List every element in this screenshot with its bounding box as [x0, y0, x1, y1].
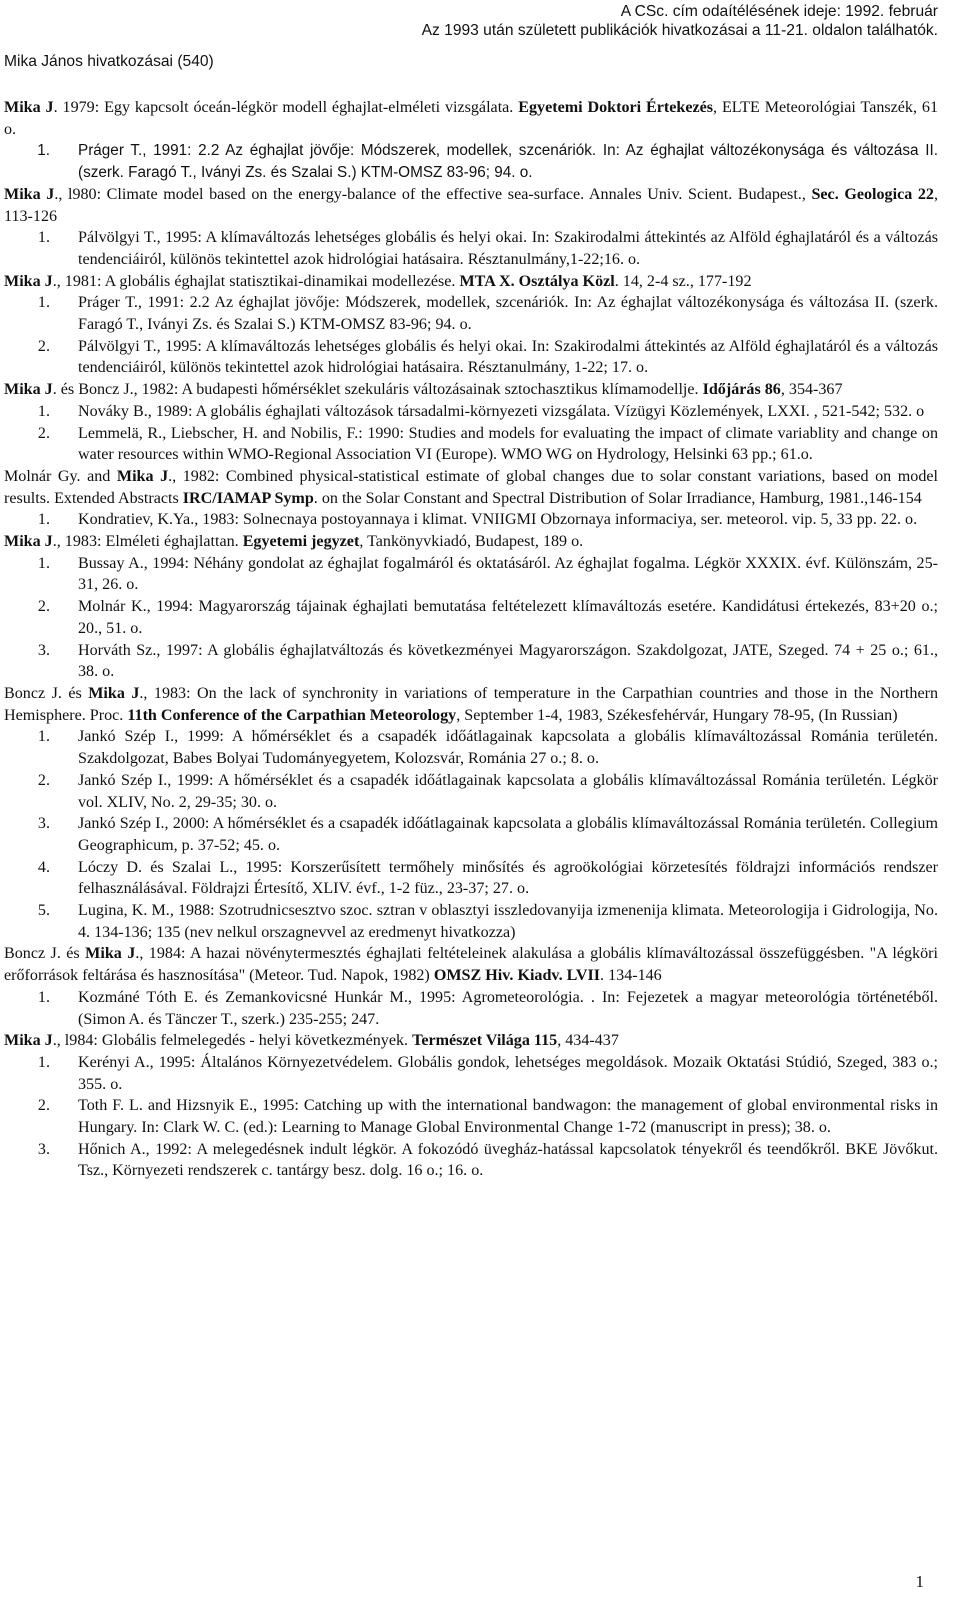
citation-item — [4, 140, 938, 183]
citation-text: Lugina, K. M., 1988: Szotrudnicsesztvo szoc. sztran v oblasztyi isszledovanyija izmenenija klimata. Meteorologija i Gidrologija, No. 4. 134-136; 135 (nev nelkul orszagnevvel az eredmenyt hivatkozza) — [78, 902, 938, 941]
reference-segment: Boncz J. és — [4, 684, 89, 702]
reference-segment: ., l984: Globális felmelegedés - helyi következmények. — [52, 1032, 413, 1050]
reference-segment: . és Boncz J., 1982: A budapesti hőmérséklet szekuláris változásainak sztochasztikus klímamodellje. — [52, 381, 703, 399]
header-note: Az 1993 után született publikációk hivatkozásai a 11-21. oldalon találhatók. — [421, 22, 938, 39]
reference-bold-segment: Mika J — [4, 1032, 53, 1050]
citation-number: 1. — [37, 728, 50, 746]
citation-item — [4, 987, 938, 1030]
citation-item — [4, 509, 938, 531]
citation-text: Kozmáné Tóth E. és Zemankovicsné Hunkár M., 1995: Agrometeorológia. . In: Fejezetek a magyar meteorológia történetéből. (Simon A. és Tänczer T., szerk.) 235-255; 247. — [78, 988, 938, 1028]
publication-entry — [4, 184, 938, 271]
publication-entry — [4, 1030, 938, 1182]
publication-list — [4, 97, 938, 1182]
header-award-date: A CSc. cím odaítélésének ideje: 1992. február — [620, 3, 938, 20]
reference-segment: Boncz J. és — [4, 945, 86, 963]
reference-segment: . 134-146 — [600, 967, 662, 985]
reference-segment: ., 1983: On the lack of synchronity in variations of temperature in the Carpathian countries and those in the Northern Hemisphere. Proc. — [4, 684, 939, 724]
citation-number: 2. — [37, 1097, 50, 1115]
citation-item — [4, 553, 938, 596]
reference-segment: . 14, 2-4 sz., 177-192 — [614, 272, 752, 290]
citation-item — [4, 813, 938, 856]
citation-text: Nováky B., 1989: A globális éghajlati változások társadalmi-környezeti vizsgálata. Vízügyi Közlemények, LXXI. , 521-542; 532. o — [78, 402, 925, 420]
citation-text: Lemmelä, R., Liebscher, H. and Nobilis, F.: 1990: Studies and models for evaluating the impact of climate variablity and change on water resources within WMO-Regional Association VI (Europe). WMO WG on Hydrology, Helsinki 63 pp.; 61.o. — [78, 424, 938, 464]
citation-text: Práger T., 1991: 2.2 Az éghajlat jövője: Módszerek, modellek, szcenáriók. In: Az éghajlat változékonysága és változása II. (szerk. Faragó T., Iványi Zs. és Szalai S.) KTM-OMSZ 83-96; 94. o. — [78, 294, 938, 334]
reference-bold-segment: Mika J — [116, 467, 169, 485]
reference-segment: Molnár Gy. and — [4, 467, 117, 485]
citation-number: 1. — [37, 511, 50, 529]
citation-text: Lóczy D. és Szalai L., 1995: Korszerűsített termőhely minősítés és agroökológiai körzetesítés földrajzi információs rendszer felhasználásával. Földrajzi Értesítő, XLIV. évf., 1-2 füz., 23-37; 27. o. — [78, 858, 938, 898]
publication-reference — [4, 531, 938, 553]
reference-bold-segment: MTA X. Osztálya Közl — [459, 272, 615, 290]
citation-item — [4, 857, 938, 900]
citation-number: 1. — [37, 294, 50, 312]
reference-bold-segment: Mika J — [88, 684, 140, 702]
reference-bold-segment: Sec. Geologica 22 — [811, 185, 934, 203]
citation-item — [4, 596, 938, 639]
publication-reference — [4, 97, 938, 140]
citation-number: 4. — [37, 858, 50, 876]
reference-segment: ., 1982: Combined physical-statistical estimate of global changes due to solar constant variations, based on model results. Extended Abstracts — [4, 467, 938, 507]
reference-bold-segment: Időjárás 86 — [702, 381, 781, 399]
reference-segment: , ELTE Meteorológiai Tanszék, 61 o. — [4, 99, 938, 138]
publication-reference — [4, 379, 938, 401]
reference-segment: , 434-437 — [557, 1032, 619, 1050]
section-heading: Mika János hivatkozásai (540) — [4, 53, 214, 70]
reference-segment: , 354-367 — [780, 381, 843, 399]
reference-bold-segment: OMSZ Hiv. Kiadv. LVII — [433, 967, 601, 985]
citation-number: 3. — [37, 641, 50, 659]
citation-text: Hőnich A., 1992: A melegedésnek indult légkör. A fokozódó üvegház-hatással kapcsolatok tényekről és teendőkről. BKE Jövőkut. Tsz., Környezeti rendszerek c. tantárgy besz. dolg. 16 o.; 16. o. — [78, 1140, 938, 1180]
citation-item — [4, 770, 938, 813]
citation-item — [4, 640, 938, 683]
citation-text: Bussay A., 1994: Néhány gondolat az éghajlat fogalmáról és oktatásáról. Az éghajlat fogalma. Légkör XXXIX. évf. Különszám, 25-31, 26. o. — [78, 554, 938, 594]
citation-text: Molnár K., 1994: Magyarország tájainak éghajlati bemutatása feltételezett klímaváltozás esetére. Kandidátusi értekezés, 83+20 o.; 20., 51. o. — [78, 598, 938, 637]
reference-bold-segment: 11th Conference of the Carpathian Meteorology — [127, 706, 457, 724]
citation-item — [4, 401, 938, 423]
citation-item — [4, 227, 938, 270]
publication-entry — [4, 466, 938, 531]
citation-number: 3. — [37, 815, 50, 833]
publication-reference — [4, 1030, 938, 1052]
citation-item — [4, 1052, 938, 1095]
reference-segment: , Tankönyvkiadó, Budapest, 189 o. — [359, 533, 584, 551]
citation-text: Pálvölgyi T., 1995: A klímaváltozás lehetséges globális és helyi okai. In: Szakirodalmi áttekintés az Alföld éghajlatáról és a változás tendenciáiról, különös tekintettel azok hidrológiai hatásaira. Résztanulmány,1-22;16. o. — [78, 229, 938, 268]
publication-entry — [4, 379, 938, 466]
citation-number: 1. — [37, 229, 50, 247]
citation-number: 1. — [37, 142, 50, 160]
reference-segment: . on the Solar Constant and Spectral Distribution of Solar Irradiance, Hamburg, 1981.,146-154 — [313, 489, 922, 507]
publication-reference — [4, 184, 938, 227]
citation-number: 3. — [37, 1140, 50, 1158]
citation-item — [4, 336, 938, 379]
publication-entry — [4, 531, 938, 683]
reference-segment: ., l980: Climate model based on the energy-balance of the effective sea-surface. Annales Univ. Scient. Budapest., — [54, 185, 812, 203]
publication-reference — [4, 943, 938, 986]
reference-bold-segment: Egyetemi jegyzet — [242, 533, 360, 551]
publication-entry — [4, 271, 938, 380]
reference-segment: ., 1984: A hazai növénytermesztés éghajlati feltételeinek alakulása a globális klímaváltozással összefüggésben. "A légköri erőforrások feltárása és hasznosítása" (Meteor. Tud. Napok, 1982) — [4, 945, 938, 985]
publication-reference — [4, 271, 938, 293]
reference-bold-segment: Egyetemi Doktori Értekezés — [518, 99, 714, 116]
citation-text: Práger T., 1991: 2.2 Az éghajlat jövője: Módszerek, modellek, szcenáriók. In: Az éghajlat változékonysága és változása II. (szerk. Faragó T., Iványi Zs. és Szalai S.) KTM-OMSZ 83-96; 94. o. — [78, 142, 938, 182]
citation-number: 1. — [37, 1053, 50, 1071]
publication-entry — [4, 943, 938, 1030]
reference-bold-segment: Természet Világa 115 — [412, 1032, 558, 1050]
citation-number: 1. — [37, 402, 50, 420]
reference-bold-segment: Mika J — [4, 533, 53, 551]
reference-bold-segment: Mika J — [4, 381, 53, 399]
citation-number: 5. — [37, 902, 50, 920]
citation-text: Kondratiev, K.Ya., 1983: Solnecnaya postoyannaya i klimat. VNIIGMI Obzornaya informaciya, ser. meteorol. vip. 5, 33 pp. 22. o. — [78, 511, 918, 529]
publication-entry — [4, 683, 938, 943]
page-number: 1 — [915, 1572, 924, 1592]
citation-number: 1. — [37, 988, 50, 1006]
citation-number: 2. — [37, 337, 50, 355]
citation-number: 1. — [37, 554, 50, 572]
reference-bold-segment: IRC/IAMAP Symp — [182, 489, 314, 507]
reference-bold-segment: Mika J — [4, 185, 55, 203]
citation-number: 2. — [37, 771, 50, 789]
publication-entry — [4, 97, 938, 184]
citation-number: 2. — [37, 598, 50, 616]
reference-segment: , September 1-4, 1983, Székesfehérvár, Hungary 78-95, (In Russian) — [456, 706, 898, 724]
citation-item — [4, 900, 938, 943]
reference-bold-segment: Mika J — [4, 272, 53, 290]
publication-reference — [4, 466, 938, 509]
citation-item — [4, 1139, 938, 1182]
reference-bold-segment: Mika J — [4, 99, 54, 116]
citation-text: Jankó Szép I., 1999: A hőmérséklet és a csapadék időátlagainak kapcsolata a globális klímaváltozással Románia területén. Légkör vol. XLIV, No. 2, 29-35; 30. o. — [78, 771, 938, 811]
citation-item — [4, 423, 938, 466]
citation-item — [4, 1095, 938, 1138]
citation-text: Pálvölgyi T., 1995: A klímaváltozás lehetséges globális és helyi okai. In: Szakirodalmi áttekintés az Alföld éghajlatáról és a változás tendenciáiról, különös tekintettel azok hidrológiai hatásaira. Résztanulmány, 1-22; 17. o. — [78, 337, 938, 377]
reference-segment: , 113-126 — [4, 185, 938, 225]
citation-item — [4, 292, 938, 335]
citation-item — [4, 726, 938, 769]
citation-text: Jankó Szép I., 1999: A hőmérséklet és a csapadék időátlagainak kapcsolata a globális klímaváltozással Románia területén. Szakdolgozat, Babes Bolyai Tudományegyetem, Kolozsvár, Románia 27 o.; 8. o. — [78, 728, 938, 768]
reference-bold-segment: Mika J — [85, 945, 136, 963]
reference-segment: ., 1981: A globális éghajlat statisztikai-dinamikai modellezése. — [52, 272, 460, 290]
publication-reference — [4, 683, 938, 726]
citation-text: Jankó Szép I., 2000: A hőmérséklet és a csapadék időátlagainak kapcsolata a globális klímaváltozással Románia területén. Collegium Geographicum, p. 37-52; 45. o. — [78, 815, 938, 854]
reference-segment: ., 1983: Elméleti éghajlattan. — [52, 533, 243, 551]
citation-text: Kerényi A., 1995: Általános Környezetvédelem. Globális gondok, lehetséges megoldások. Mozaik Oktatási Stúdió, Szeged, 383 o.; 355. o. — [78, 1053, 938, 1093]
reference-segment: . 1979: Egy kapcsolt óceán-légkör modell éghajlat-elméleti vizsgálata. — [53, 99, 519, 116]
citation-text: Toth F. L. and Hizsnyik E., 1995: Catching up with the international bandwagon: the management of global environmental risks in Hungary. In: Clark W. C. (ed.): Learning to Manage Global Environmental Change 1-72 (manuscript in press); 38. o. — [78, 1097, 938, 1137]
page-header — [4, 2, 938, 40]
citation-text: Horváth Sz., 1997: A globális éghajlatváltozás és következményei Magyarországon. Szakdolgozat, JATE, Szeged. 74 + 25 o.; 61., 38. o. — [78, 641, 938, 681]
citation-number: 2. — [37, 424, 50, 442]
